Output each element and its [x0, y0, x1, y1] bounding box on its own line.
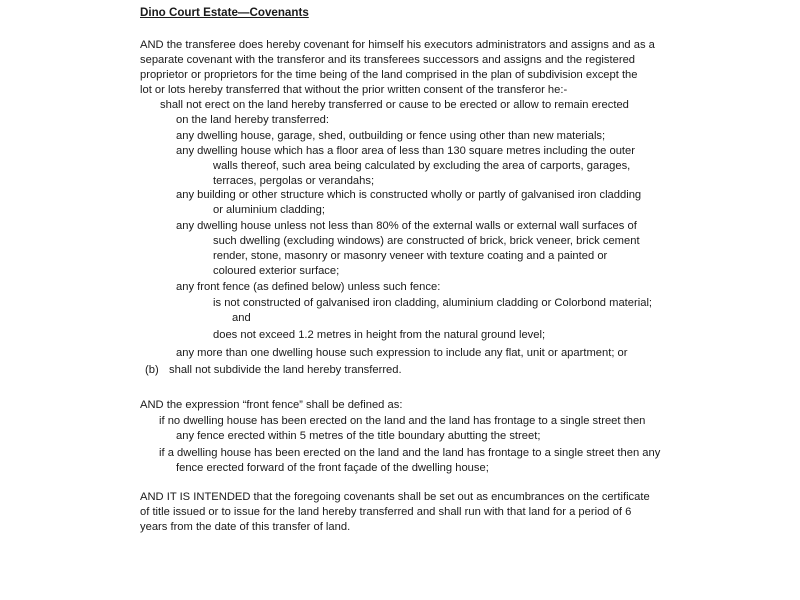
definition-case-1: if no dwelling house has been erected on the land and the land has frontage to a single street then: [159, 415, 646, 427]
fence-height: does not exceed 1.2 metres in height from the natural ground level;: [213, 329, 546, 341]
item-front-fence: any front fence (as defined below) unless such fence:: [176, 281, 441, 293]
item-walls: render, stone, masonry or masonry veneer with texture coating and a painted or: [213, 250, 608, 262]
item-walls: such dwelling (excluding windows) are constructed of brick, brick veneer, brick cement: [213, 235, 640, 247]
intro-line: lot or lots hereby transferred that without the prior written consent of the transferor he:-: [140, 84, 568, 96]
closing-line: of title issued or to issue for the land hereby transferred and shall run with that land for a period of 6: [140, 506, 632, 518]
fence-material: is not constructed of galvanised iron cladding, aluminium cladding or Colorbond material;: [213, 297, 653, 309]
intro-line: proprietor or proprietors for the time being of the land comprised in the plan of subdivision except the: [140, 69, 638, 81]
intro-line: AND the transferee does hereby covenant for himself his executors administrators and assigns and as a: [140, 39, 655, 51]
item-walls: coloured exterior surface;: [213, 265, 340, 277]
item-walls: any dwelling house unless not less than 80% of the external walls or external wall surfaces of: [176, 220, 637, 232]
definition-case-1: any fence erected within 5 metres of the title boundary abutting the street;: [176, 430, 541, 442]
definition-case-2: if a dwelling house has been erected on the land and the land has frontage to a single street then any: [159, 447, 661, 459]
closing-line: AND IT IS INTENDED that the foregoing covenants shall be set out as encumbrances on the certificate: [140, 491, 650, 503]
clause-b-text: shall not subdivide the land hereby transferred.: [169, 364, 402, 376]
item-floor-area: walls thereof, such area being calculated by excluding the area of carports, garages,: [213, 160, 631, 172]
definition-case-2: fence erected forward of the front façade of the dwelling house;: [176, 462, 489, 474]
clause-a-line: shall not erect on the land hereby transferred or cause to be erected or allow to remain erected: [160, 99, 629, 111]
item-cladding: any building or other structure which is constructed wholly or partly of galvanised iron cladding: [176, 189, 642, 201]
item-floor-area: any dwelling house which has a floor area of less than 130 square metres including the outer: [176, 145, 635, 157]
closing-line: years from the date of this transfer of land.: [140, 521, 351, 533]
clause-a-line: on the land hereby transferred:: [176, 114, 329, 126]
document-title: Dino Court Estate—Covenants: [140, 6, 309, 19]
item-floor-area: terraces, pergolas or verandahs;: [213, 175, 375, 187]
clause-b-label: (b): [145, 364, 159, 376]
item-cladding: or aluminium cladding;: [213, 204, 325, 216]
item-materials: any dwelling house, garage, shed, outbuilding or fence using other than new materials;: [176, 130, 606, 142]
definition-heading: AND the expression “front fence” shall be defined as:: [140, 399, 403, 411]
intro-line: separate covenant with the transferor and its transferees successors and assigns and the registered: [140, 54, 636, 66]
fence-and: and: [232, 312, 251, 324]
item-one-dwelling: any more than one dwelling house such expression to include any flat, unit or apartment; or: [176, 347, 628, 359]
